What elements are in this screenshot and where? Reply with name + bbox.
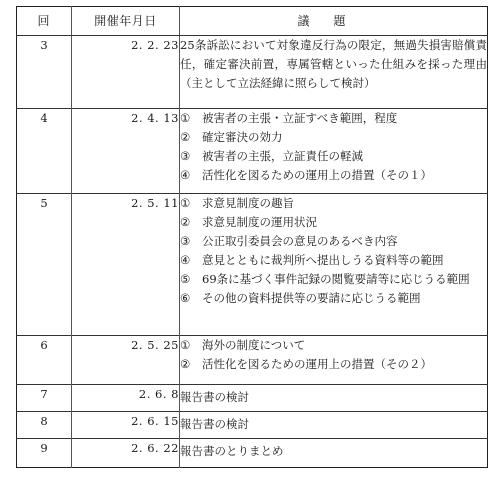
- session-topic: [180, 36, 488, 109]
- item-text: 求意見制度の運用状況: [202, 214, 317, 229]
- session-date: 2. 6. 8: [72, 384, 180, 411]
- topic-item: [180, 166, 487, 185]
- item-marker: ②: [180, 357, 191, 372]
- header-no: 回: [17, 7, 72, 36]
- topic-item: [180, 289, 487, 308]
- header-date: 開催年月日: [72, 7, 180, 36]
- table-row: [17, 384, 488, 411]
- item-text: 活性化を図るための運用上の措置（その２）: [202, 357, 432, 372]
- item-marker: ⑥: [180, 290, 191, 305]
- session-topic: [180, 336, 488, 385]
- item-marker: ③: [180, 149, 191, 164]
- item-text: 69条に基づく事件記録の閲覧要請等に応じうる範囲: [202, 271, 470, 286]
- topic-item: [180, 109, 487, 128]
- topic-item: [180, 336, 487, 355]
- session-date: 2. 5. 11: [72, 193, 180, 336]
- session-date: 2. 6. 15: [72, 411, 180, 438]
- session-number: 8: [17, 411, 72, 438]
- session-topic: [180, 411, 488, 438]
- topic-item-list: [180, 194, 487, 308]
- topic-text: 報告書のとりまとめ: [180, 443, 284, 458]
- item-marker: ⑤: [180, 271, 191, 286]
- session-topic: [180, 384, 488, 411]
- session-topic: [180, 193, 488, 336]
- item-marker: ②: [180, 214, 191, 229]
- session-date: 2. 2. 23: [72, 36, 180, 109]
- table-row: [17, 438, 488, 467]
- item-marker: ④: [180, 252, 191, 267]
- session-number: 9: [17, 438, 72, 467]
- item-marker: ①: [180, 111, 191, 126]
- session-topic: [180, 438, 488, 467]
- session-number: 3: [40, 38, 48, 52]
- item-text: 求意見制度の趣旨: [202, 195, 294, 210]
- topic-item-list: [180, 109, 487, 185]
- item-text: 被害者の主張・立証すべき範囲，程度: [202, 111, 398, 126]
- item-text: 公正取引委員会の意見のあるべき内容: [202, 233, 398, 248]
- item-text: 確定審決の効力: [202, 130, 283, 145]
- item-text: 意見とともに裁判所へ提出しうる資料等の範囲: [202, 252, 444, 267]
- header-topic: 議題: [180, 7, 488, 36]
- topic-item: [180, 251, 487, 270]
- session-number: 6: [17, 336, 72, 385]
- topic-item: [180, 147, 487, 166]
- table-row: [17, 336, 488, 385]
- agenda-table: [16, 6, 488, 468]
- item-marker: ①: [180, 195, 191, 210]
- session-topic: [180, 109, 488, 193]
- item-marker: ②: [180, 130, 191, 145]
- session-date: 2. 4. 13: [72, 109, 180, 193]
- topic-text: 報告書の検討: [180, 389, 249, 404]
- table-row: [17, 193, 488, 336]
- item-marker: ①: [180, 338, 191, 353]
- topic-item: [180, 232, 487, 251]
- item-text: 活性化を図るための運用上の措置（その１）: [202, 168, 432, 183]
- topic-item: [180, 270, 487, 289]
- table-row: [17, 411, 488, 438]
- agenda-body: [17, 36, 488, 468]
- topic-text: 報告書の検討: [180, 416, 249, 431]
- topic-item: [180, 213, 487, 232]
- table-row: [17, 36, 488, 109]
- session-number: 5: [17, 193, 72, 336]
- topic-text: 25条訴訟において対象違反行為の限定，無過失損害賠償責任，確定審決前置，専属管轄といった仕組みを採った理由（主として立法経緯に照らして検討）: [180, 38, 487, 90]
- session-date: 2. 6. 22: [72, 438, 180, 467]
- item-text: 海外の制度について: [202, 338, 306, 353]
- item-marker: ③: [180, 233, 191, 248]
- item-text: 被害者の主張，立証責任の軽減: [202, 149, 363, 164]
- item-text: その他の資料提供等の要請に応じうる範囲: [202, 290, 421, 305]
- topic-item: [180, 194, 487, 213]
- topic-item-list: [180, 336, 487, 374]
- table-row: [17, 109, 488, 193]
- session-date: 2. 5. 25: [72, 336, 180, 385]
- topic-item: [180, 128, 487, 147]
- topic-item: [180, 355, 487, 374]
- header-row: [17, 7, 488, 36]
- session-number: 4: [17, 109, 72, 193]
- session-number: 7: [17, 384, 72, 411]
- agenda-document: [16, 6, 488, 468]
- item-marker: ④: [180, 168, 191, 183]
